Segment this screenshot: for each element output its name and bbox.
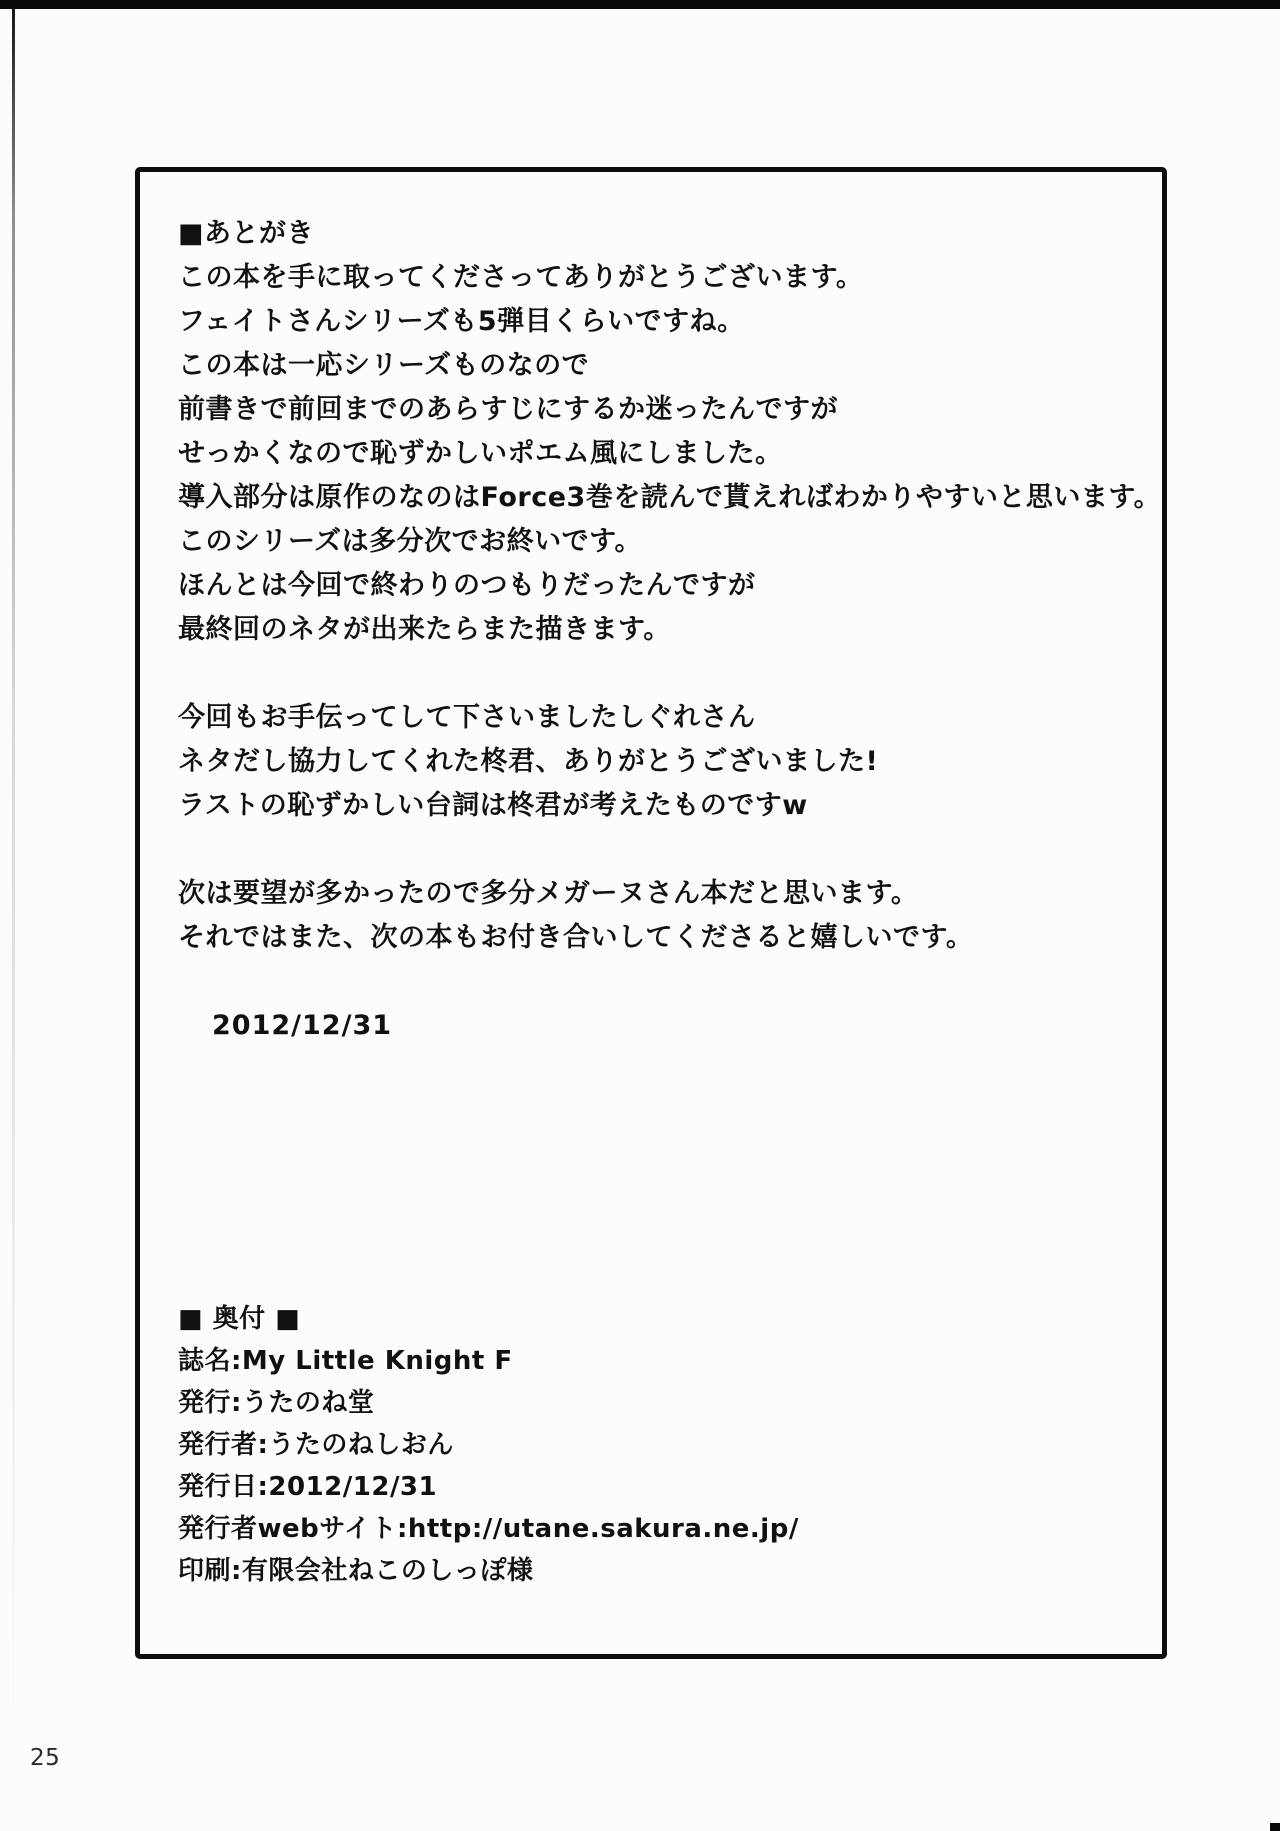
colophon-line-author: 発行者:うたのねしおん [178,1430,454,1460]
colophon-line-printer: 印刷:有限会社ねこのしっぽ様 [178,1556,534,1586]
afterword-blank-line [178,828,1138,872]
afterword-line: ほんとは今回で終わりのつもりだったんですが [178,570,756,601]
afterword-line: それではまた、次の本もお付き合いしてくださると嬉しいです。 [178,922,974,953]
afterword-box [135,167,1167,1659]
afterword-date: 2012/12/31 [212,1010,393,1041]
afterword-line: 最終回のネタが出来たらまた描きます。 [178,614,671,645]
colophon-line-title: 誌名:My Little Knight F [178,1346,513,1376]
afterword-line: 導入部分は原作のなのはForce3巻を読んで貰えればわかりやすいと思います。 [178,482,1162,513]
afterword-heading: ■あとがき [178,218,315,249]
afterword-line: 今回もお手伝ってして下さいましたしぐれさん [178,702,756,733]
colophon-line-date: 発行日:2012/12/31 [178,1472,438,1502]
afterword-line: ラストの恥ずかしい台詞は柊君が考えたものですw [178,790,808,821]
afterword-text-block [178,212,1162,1048]
page-left-edge-shadow [12,9,15,1749]
page-top-edge-bar [0,0,1280,9]
afterword-line: せっかくなので恥ずかしいポエム風にしました。 [178,438,783,469]
page-number: 25 [30,1745,61,1771]
afterword-line: この本は一応シリーズものなので [178,350,590,381]
afterword-blank-line [178,652,1138,696]
afterword-line: ネタだし協力してくれた柊君、ありがとうございました! [178,746,879,777]
corner-mark [1270,1823,1280,1831]
colophon-line-publisher: 発行:うたのね堂 [178,1388,375,1418]
afterword-line: 次は要望が多かったので多分メガーヌさん本だと思います。 [178,878,919,909]
colophon-block [178,1298,1138,1592]
colophon-line-website: 発行者webサイト:http://utane.sakura.ne.jp/ [178,1514,799,1544]
afterword-line: この本を手に取ってくださってありがとうございます。 [178,262,864,293]
colophon-heading: ■ 奥付 ■ [178,1304,301,1334]
afterword-line: フェイトさんシリーズも5弾目くらいですね。 [178,306,745,337]
afterword-line: 前書きで前回までのあらすじにするか迷ったんですが [178,394,838,425]
afterword-line: このシリーズは多分次でお終いです。 [178,526,642,557]
